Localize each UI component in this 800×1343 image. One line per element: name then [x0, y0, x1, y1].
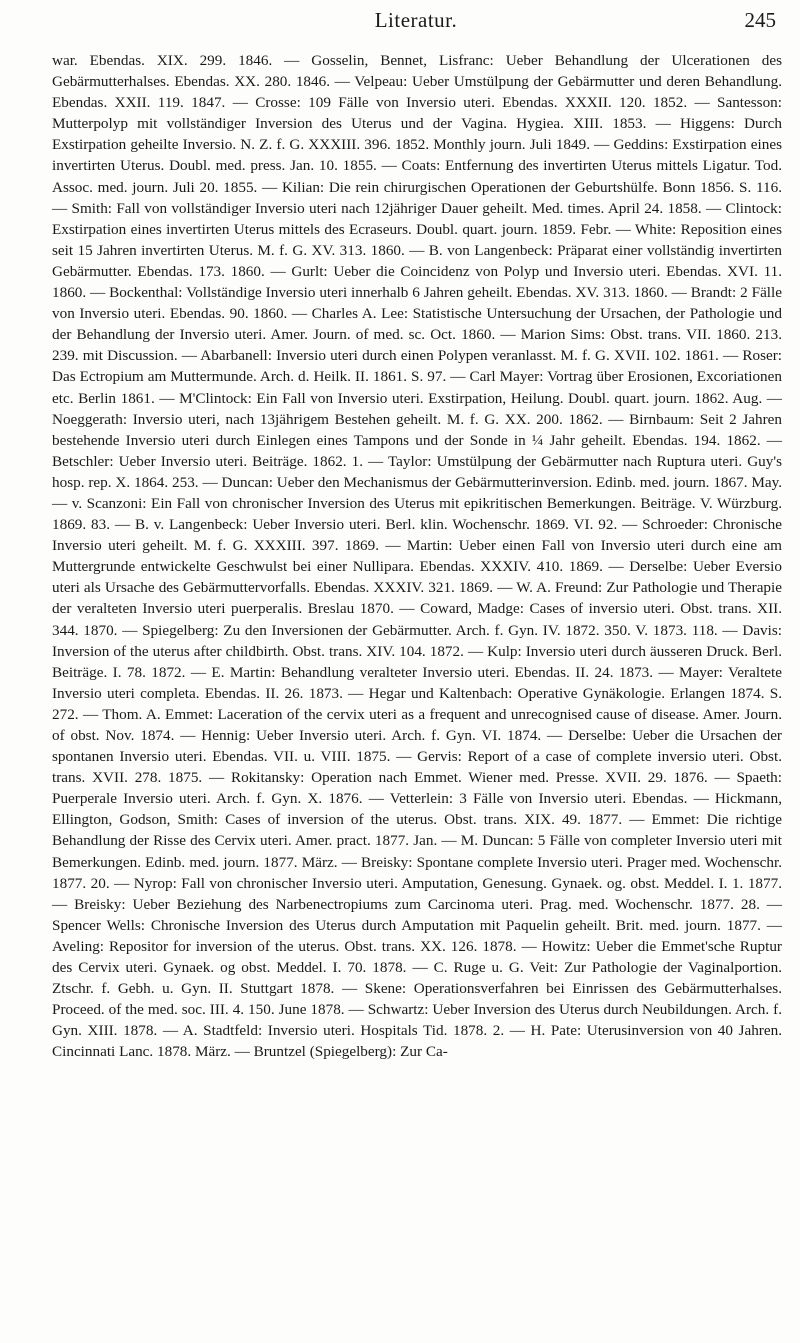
page-header: [52, 8, 780, 40]
bibliography-text: [52, 50, 782, 1063]
bibliography-paragraph: war. Ebendas. XIX. 299. 1846. — Gosselin, Bennet, Lisfranc: Ueber Behandlung der Ulcerationen des Gebärmutterhalses. Ebendas. XX. 280. 1846. — Velpeau: Ueber Umstülpung der Gebärmutter und deren Behandlung. Ebendas. XXII. 119. 1847. — Crosse: 109 Fälle von Inversio uteri. Ebendas. XXXII. 120. 1852. — Santesson: Mutterpolyp mit vollständiger Inversion des Uterus und der Vagina. Hygiea. XIII. 1853. — Higgens: Durch Exstirpation geheilte Inversio. N. Z. f. G. XXXIII. 396. 1852. Monthly journ. Juli 1849. — Geddins: Exstirpation eines invertirten Uterus. Doubl. med. press. Jan. 10. 1855. — Coats: Entfernung des invertirten Uterus mittels Ligatur. Tod. Assoc. med. journ. Juli 20. 1855. — Kilian: Die rein chirurgischen Operationen der Geburtshülfe. Bonn 1856. S. 116. — Smith: Fall von vollständiger Inversio uteri nach 12jähriger Dauer geheilt. Med. times. April 24. 1858. — Clintock: Exstirpation eines invertirten Uterus mittels des Ecraseurs. Doubl. quart. journ. 1859. Febr. — White: Reposition eines seit 15 Jahren invertirten Uterus. M. f. G. XV. 313. 1860. — B. von Langenbeck: Präparat einer vollständig invertirten Gebärmutter. Ebendas. 173. 1860. — Gurlt: Ueber die Coincidenz von Polyp und Inversio uteri. Ebendas. XVI. 11. 1860. — Bockenthal: Vollständige Inversio uteri innerhalb 6 Jahren geheilt. Ebendas. XV. 313. 1860. — Brandt: 2 Fälle von Inversio uteri. Ebendas. 90. 1860. — Charles A. Lee: Statistische Untersuchung der Ursachen, der Pathologie und der Behandlung der Inversio uteri. Amer. Journ. of med. sc. Oct. 1860. — Marion Sims: Obst. trans. VII. 1860. 213. 239. mit Discussion. — Abarbanell: Inversio uteri durch einen Polypen veranlasst. M. f. G. XVII. 102. 1861. — Roser: Das Ectropium am Muttermunde. Arch. d. Heilk. II. 1861. S. 97. — Carl Mayer: Vortrag über Erosionen, Excoriationen etc. Berlin 1861. — M'Clintock: Ein Fall von Inversio uteri. Exstirpation, Heilung. Doubl. quart. journ. 1862. Aug. — Noeggerath: Inversio uteri, nach 13jährigem Bestehen geheilt. M. f. G. XX. 200. 1862. — Birnbaum: Seit 2 Jahren bestehende Inversio uteri durch Einlegen eines Tampons und der Sonde in ¼ Jahr geheilt. Ebendas. 194. 1862. — Betschler: Ueber Inversio uteri. Beiträge. 1862. 1. — Taylor: Umstülpung der Gebärmutter nach Ruptura uteri. Guy's hosp. rep. X. 1864. 253. — Duncan: Ueber den Mechanismus der Gebärmutterinversion. Edinb. med. journ. 1867. May. — v. Scanzoni: Ein Fall von chronischer Inversion des Uterus mit epikritischen Bemerkungen. Beiträge. V. Würzburg. 1869. 83. — B. v. Langenbeck: Ueber Inversio uteri. Berl. klin. Wochenschr. 1869. VI. 92. — Schroeder: Chronische Inversio uteri geheilt. M. f. G. XXXIII. 397. 1869. — Martin: Ueber einen Fall von Inversio uteri durch eine am Muttergrunde entwickelte Geschwulst bei einer Nullipara. Ebendas. XXXIV. 410. 1869. — Derselbe: Ueber Eversio uteri als Ursache des Gebärmuttervorfalls. Ebendas. XXXIV. 321. 1869. — W. A. Freund: Zur Pathologie und Therapie der veralteten Inversio uteri puerperalis. Breslau 1870. — Coward, Madge: Cases of inversio uteri. Obst. trans. XII. 344. 1870. — Spiegelberg: Zu den Inversionen der Gebärmutter. Arch. f. Gyn. IV. 1872. 350. V. 1873. 118. — Davis: Inversion of the uterus after childbirth. Obst. trans. XIV. 104. 1872. — Kulp: Inversio uteri durch äusseren Druck. Berl. Beiträge. I. 78. 1872. — E. Martin: Behandlung veralteter Inversio uteri. Ebendas. II. 24. 1873. — Mayer: Veraltete Inversio uteri completa. Ebendas. II. 26. 1873. — Hegar und Kaltenbach: Operative Gynäkologie. Erlangen 1874. S. 272. — Thom. A. Emmet: Laceration of the cervix uteri as a frequent and unrecognised cause of disease. Amer. Journ. of obst. Nov. 1874. — Hennig: Ueber Inversio uteri. Arch. f. Gyn. VI. 1874. — Derselbe: Ueber die Ursachen der spontanen Inversio uteri. Ebendas. VII. u. VIII. 1875. — Gervis: Report of a case of complete inversio uteri. Obst. trans. XVII. 278. 1875. — Rokitansky: Operation nach Emmet. Wiener med. Presse. XVII. 29. 1876. — Spaeth: Puerperale Inversio uteri. Arch. f. Gyn. X. 1876. — Vetterlein: 3 Fälle von Inversio uteri. Ebendas. — Hickmann, Ellington, Godson, Smith: Cases of inversion of the uterus. Obst. trans. XIX. 49. 1877. — Emmet: Die richtige Behandlung der Risse des Cervix uteri. Amer. pract. 1877. Jan. — M. Duncan: 5 Fälle von completer Inversio uteri mit Bemerkungen. Edinb. med. journ. 1877. März. — Breisky: Spontane complete Inversio uteri. Prager med. Wochenschr. 1877. 20. — Nyrop: Fall von chronischer Inversio uteri. Amputation, Genesung. Gynaek. og. obst. Meddel. I. 1. 1877. — Breisky: Ueber Beziehung des Narbenectropiums zum Carcinoma uteri. Prag. med. Wochenschr. 1877. 28. — Spencer Wells: Chronische Inversion des Uterus durch Amputation mit Paquelin geheilt. Brit. med. journ. 1877. — Aveling: Repositor for inversion of the uterus. Obst. trans. XX. 126. 1878. — Howitz: Ueber die Emmet'sche Ruptur des Cervix uteri. Gynaek. og obst. Meddel. I. 70. 1878. — C. Ruge u. G. Veit: Zur Pathologie der Vaginalportion. Ztschr. f. Gebh. u. Gyn. II. Stuttgart 1878. — Skene: Operationsverfahren bei Einrissen des Gebärmutterhalses. Proceed. of the med. soc. III. 4. 150. June 1878. — Schwartz: Ueber Inversion des Uterus durch Neubildungen. Arch. f. Gyn. XIII. 1878. — A. Stadtfeld: Inversio uteri. Hospitals Tid. 1878. 2. — H. Pate: Uterusinversion von 40 Jahren. Cincinnati Lanc. 1878. März. — Bruntzel (Spiegelberg): Zur Ca-: [52, 52, 782, 1061]
running-title: Literatur.: [374, 8, 458, 32]
page-number: 245: [744, 8, 776, 32]
